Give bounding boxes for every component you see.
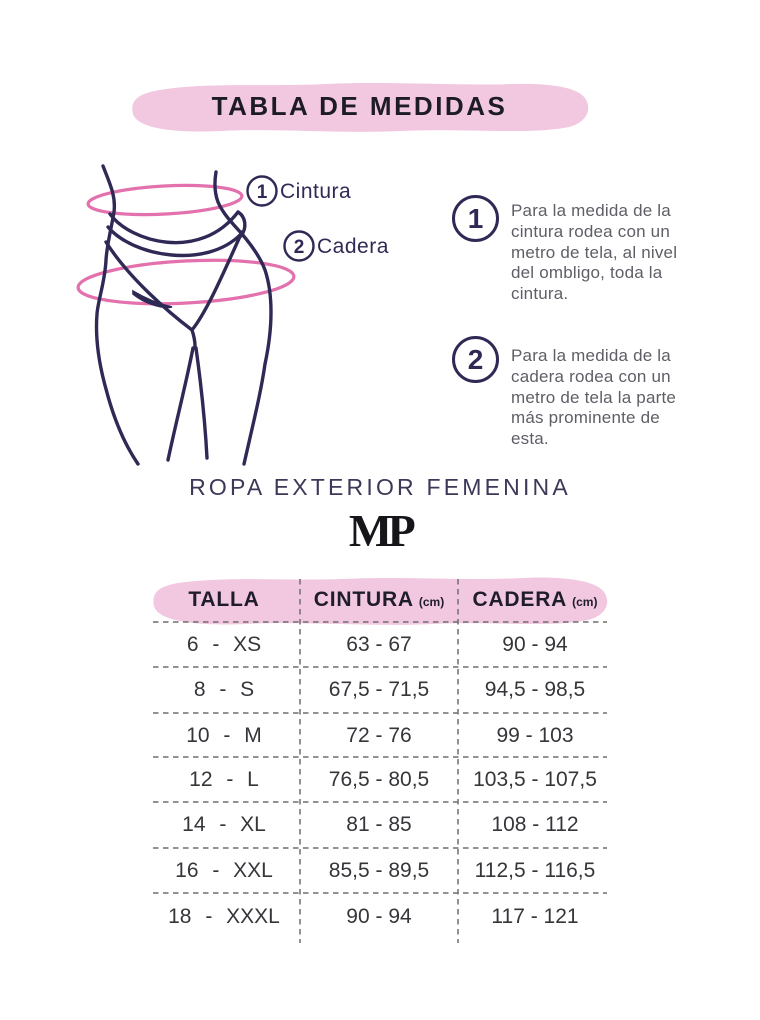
body-measurement-illustration xyxy=(68,152,404,472)
cell-cintura: 72 - 76 xyxy=(346,723,412,747)
instruction-1-text: Para la medida de la cintura rodea con un metro de tela, al nivel del ombligo, toda la cintura. xyxy=(511,201,678,304)
cell-talla: 18 - XXXL xyxy=(168,905,280,928)
cell-talla: 14 - XL xyxy=(182,812,266,836)
table-row xyxy=(148,893,612,941)
instruction-1-number: 1 xyxy=(452,195,499,242)
table-row xyxy=(148,848,612,893)
cell-cintura: 67,5 - 71,5 xyxy=(328,677,430,701)
table-row xyxy=(148,667,612,712)
header-cadera-unit: (cm) xyxy=(572,594,598,609)
panty-v-right-edge xyxy=(192,232,242,330)
cell-cadera: 94,5 - 98,5 xyxy=(484,677,586,701)
callout-hip xyxy=(285,232,389,261)
callout-1-number: 1 xyxy=(256,182,268,203)
cell-talla: 8 - S xyxy=(193,677,255,701)
header-talla-label: TALLA xyxy=(188,587,260,611)
brand-logo: MP xyxy=(348,505,412,556)
cell-cadera: 90 - 94 xyxy=(502,632,568,656)
table-row xyxy=(148,713,612,758)
cell-cintura: 90 - 94 xyxy=(346,905,412,928)
inner-leg-right xyxy=(196,348,207,458)
callout-waist xyxy=(248,177,352,206)
callout-1-label: Cintura xyxy=(280,180,352,203)
table-row xyxy=(148,757,612,802)
cell-cintura: 81 - 85 xyxy=(346,812,412,836)
cell-cadera: 108 - 112 xyxy=(491,812,579,836)
cell-cintura: 63 - 67 xyxy=(346,632,412,656)
cell-cadera: 99 - 103 xyxy=(496,723,574,747)
instruction-2-number: 2 xyxy=(452,336,499,383)
inner-leg-left xyxy=(168,348,193,460)
table-row xyxy=(148,802,612,847)
instruction-2-text: Para la medida de la cadera rodea con un metro de tela la parte más prominente de esta. xyxy=(511,346,677,449)
cell-talla: 6 - XS xyxy=(186,632,262,656)
callout-2-label: Cadera xyxy=(317,235,389,258)
table-row xyxy=(148,622,612,667)
callout-2-number: 2 xyxy=(293,237,305,258)
cell-cadera: 117 - 121 xyxy=(491,905,579,928)
section-heading: ROPA EXTERIOR FEMENINA xyxy=(189,474,571,500)
cell-talla: 16 - XXL xyxy=(175,858,273,882)
cell-cintura: 85,5 - 89,5 xyxy=(328,858,430,882)
panty-waistband-line1 xyxy=(110,212,238,243)
cell-talla: 10 - M xyxy=(186,723,262,747)
header-cadera-label: CADERA xyxy=(472,587,568,611)
cell-cintura: 76,5 - 80,5 xyxy=(328,767,430,791)
cell-cadera: 112,5 - 116,5 xyxy=(474,858,596,882)
cell-cadera: 103,5 - 107,5 xyxy=(473,767,597,791)
page-title: TABLA DE MEDIDAS xyxy=(211,91,508,121)
header-cintura-unit: (cm) xyxy=(418,594,445,609)
cell-talla: 12 - L xyxy=(189,767,259,791)
header-cintura-label: CINTURA xyxy=(313,587,414,611)
crotch-line xyxy=(192,330,195,346)
